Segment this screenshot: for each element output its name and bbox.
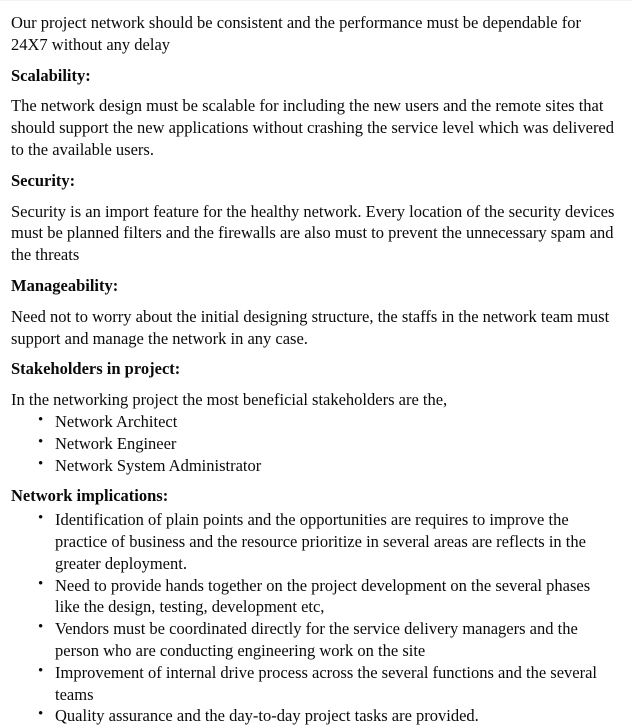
list-item-text: Identification of plain points and the opportunities are requires to improve the practice of business and the resource prioritize in several areas are reflects in the greater deployment. — [55, 510, 586, 573]
list-item-text: Vendors must be coordinated directly for the service delivery managers and the person who are conducting engineering work on the site — [55, 619, 578, 660]
list-item — [11, 662, 616, 706]
implications-section — [11, 485, 616, 727]
security-heading: Security: — [11, 170, 76, 190]
list-item — [11, 705, 616, 727]
bullet-icon: • — [38, 619, 44, 636]
scalability-paragraph: The network design must be scalable for including the new users and the remote sites that should support the new applications without crashing the service level which was delivered to the available users. — [11, 96, 615, 159]
list-item-text: Improvement of internal drive process across the several functions and the several teams — [55, 662, 598, 704]
list-item-text: Network Engineer — [55, 433, 177, 453]
implications-list — [11, 509, 616, 727]
list-item — [11, 433, 616, 455]
implications-heading: Network implications: — [11, 486, 169, 506]
stakeholders-list — [11, 411, 616, 476]
bullet-icon: • — [38, 510, 44, 527]
list-item — [11, 455, 616, 477]
list-item — [11, 575, 616, 619]
scalability-heading: Scalability: — [11, 65, 91, 85]
list-item — [11, 411, 616, 433]
list-item — [11, 618, 616, 662]
bullet-icon: • — [38, 706, 44, 723]
list-item-text: Quality assurance and the day-to-day project tasks are provided. — [55, 706, 479, 726]
bullet-icon: • — [38, 662, 44, 679]
security-paragraph: Security is an import feature for the healthy network. Every location of the security devices must be planned filters and the firewalls are also must to prevent the unnecessary spam and the threats — [11, 201, 615, 265]
bullet-icon: • — [38, 575, 44, 592]
list-item — [11, 509, 616, 574]
intro-paragraph: Our project network should be consistent and the performance must be dependable for 24X7 without any delay — [11, 13, 581, 54]
list-item-text: Network Architect — [55, 411, 178, 431]
bullet-icon: • — [38, 455, 44, 472]
stakeholders-heading: Stakeholders in project: — [11, 359, 181, 379]
bullet-icon: • — [38, 411, 44, 428]
stakeholders-intro-paragraph: In the networking project the most beneficial stakeholders are the, — [11, 390, 448, 410]
bullet-icon: • — [38, 433, 44, 450]
manageability-heading: Manageability: — [11, 275, 119, 295]
list-item-text: Network System Administrator — [55, 455, 262, 475]
list-item-text: Need to provide hands together on the project development on the several phases like the design, testing, development etc, — [55, 575, 591, 617]
manageability-paragraph: Need not to worry about the initial designing structure, the staffs in the network team must support and manage the network in any case. — [11, 306, 610, 348]
